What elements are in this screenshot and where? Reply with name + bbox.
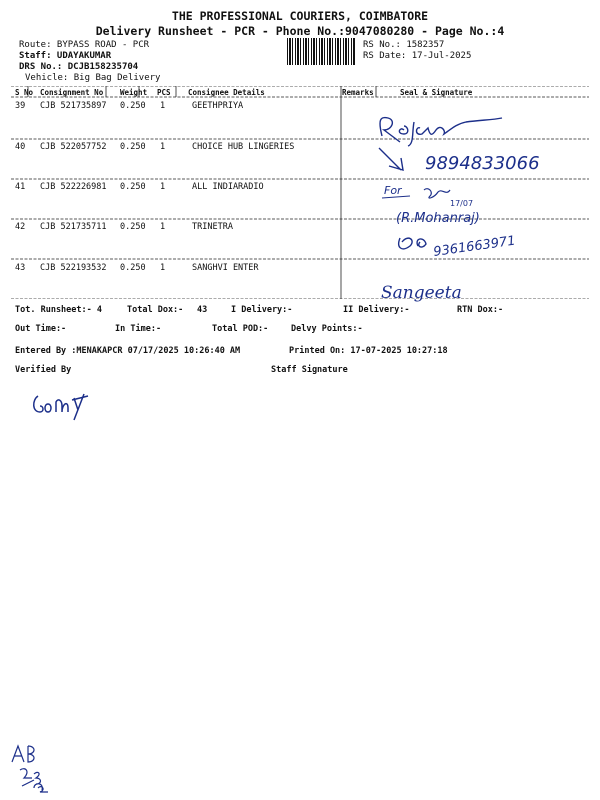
- handwritten-phone-row-40: 9894833066: [425, 153, 540, 174]
- signature-row-42: [392, 204, 552, 264]
- row-pcs: 1: [160, 142, 166, 152]
- route-label: Route: BYPASS ROAD - PCR: [19, 40, 150, 50]
- out-time: Out Time:-: [15, 324, 67, 334]
- barcode: [287, 38, 355, 65]
- total-dox-label: Total Dox:-: [127, 305, 184, 315]
- handwritten-name-row-42: (R.Mohanraj): [396, 211, 480, 226]
- staff-label: Staff: UDAYAKUMAR: [19, 51, 112, 61]
- col-header-sno: S No: [15, 88, 34, 97]
- col-header-pcs: PCS: [157, 88, 171, 97]
- row-pcs: 1: [160, 101, 166, 111]
- row-weight: 0.250: [120, 263, 146, 273]
- row-consignee: GEETHPRIYA: [192, 101, 244, 111]
- row-weight: 0.250: [120, 142, 146, 152]
- row-consignee: CHOICE HUB LINGERIES: [192, 142, 295, 152]
- col-header-remarks: Remarks: [342, 88, 374, 97]
- row-consignee: ALL INDIARADIO: [192, 182, 264, 192]
- row-consignment: CJB 521735897: [40, 101, 107, 111]
- row-weight: 0.250: [120, 222, 146, 232]
- verified-signature: [28, 384, 98, 424]
- handwritten-name-row-43: Sangeeta: [381, 283, 462, 303]
- ii-delivery: II Delivery:-: [343, 305, 410, 315]
- tot-runsheet: Tot. Runsheet:- 4: [15, 305, 102, 315]
- row-consignment: CJB 522226981: [40, 182, 107, 192]
- col-header-weight: Weight: [120, 88, 148, 97]
- row-weight: 0.250: [120, 182, 146, 192]
- row-consignment: CJB 522057752: [40, 142, 107, 152]
- entered-by: Entered By :MENAKAPCR 07/17/2025 10:26:40 AM: [15, 346, 241, 356]
- signature-row-40: [375, 140, 570, 180]
- vehicle-label: Vehicle: Big Bag Delivery: [25, 73, 161, 83]
- col-header-seal-signature: Seal & Signature: [400, 88, 473, 97]
- staff-signature-label: Staff Signature: [271, 365, 348, 375]
- signature-row-43: [375, 276, 475, 304]
- margin-handwritten-note: [4, 740, 64, 798]
- row-pcs: 1: [160, 263, 166, 273]
- company-title: THE PROFESSIONAL COURIERS, COIMBATORE: [171, 9, 429, 23]
- row-sno: 39: [15, 101, 26, 111]
- rtn-dox: RTN Dox:-: [457, 305, 504, 315]
- row-weight: 0.250: [120, 101, 146, 111]
- row-consignee: TRINETRA: [192, 222, 233, 232]
- handwritten-for-row-41: For: [384, 184, 402, 197]
- total-dox-value: 43: [197, 305, 208, 315]
- col-header-consignment: Consignment No: [40, 88, 104, 97]
- in-time: In Time:-: [115, 324, 162, 334]
- row-sno: 43: [15, 263, 26, 273]
- verified-by-label: Verified By: [15, 365, 72, 375]
- i-delivery: I Delivery:-: [231, 305, 293, 315]
- row-consignment: CJB 522193532: [40, 263, 107, 273]
- total-pod: Total POD:-: [212, 324, 269, 334]
- row-pcs: 1: [160, 222, 166, 232]
- rs-number: RS No.: 1582357: [363, 40, 445, 50]
- printed-on: Printed On: 17-07-2025 10:27:18: [289, 346, 448, 356]
- row-consignee: SANGHVI ENTER: [192, 263, 259, 273]
- row-pcs: 1: [160, 182, 166, 192]
- rs-date: RS Date: 17-Jul-2025: [363, 51, 472, 61]
- delvy-points: Delvy Points:-: [291, 324, 363, 334]
- row-sno: 40: [15, 142, 26, 152]
- runsheet-subtitle: Delivery Runsheet - PCR - Phone No.:9047080280 - Page No.:4: [95, 24, 505, 38]
- row-sno: 41: [15, 182, 26, 192]
- col-header-consignee: Consignee Details: [188, 88, 265, 97]
- handwritten-phone-row-42: 9361663971: [432, 233, 517, 260]
- row-sno: 42: [15, 222, 26, 232]
- row-consignment: CJB 521735711: [40, 222, 107, 232]
- handwritten-date-row-41: 17/07: [450, 199, 474, 208]
- drs-number: DRS No.: DCJB158235704: [19, 62, 139, 72]
